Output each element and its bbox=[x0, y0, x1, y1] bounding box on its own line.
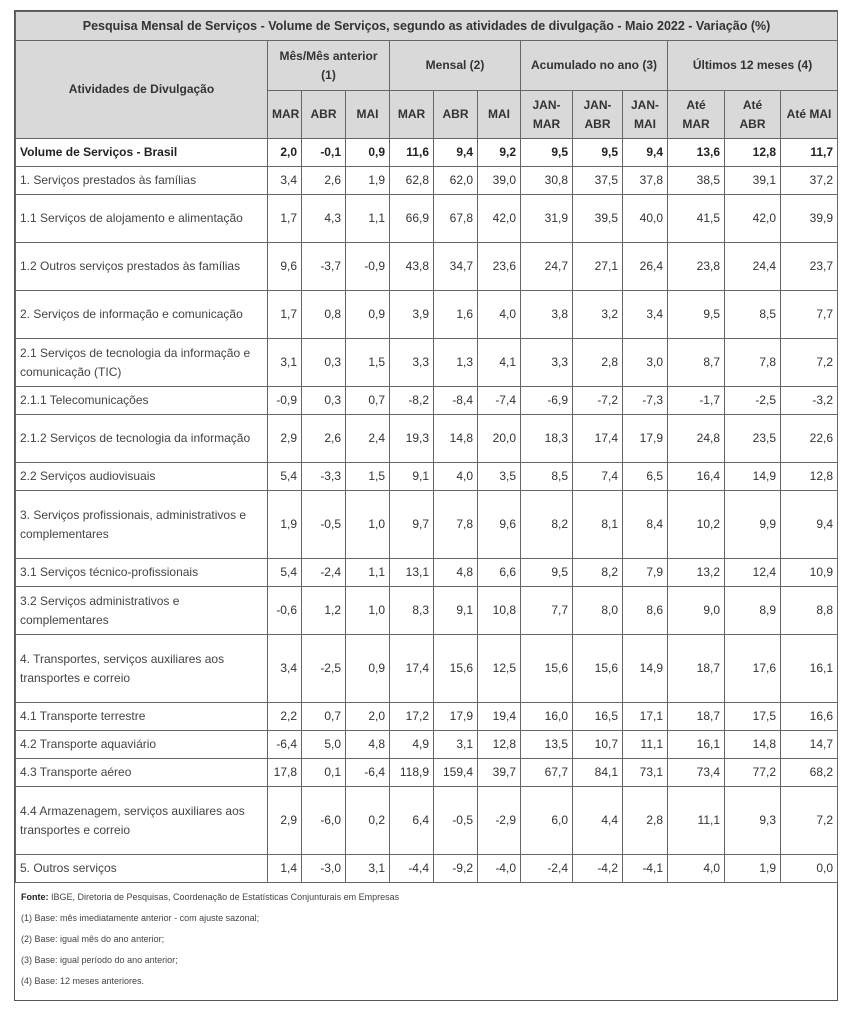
value-cell: 23,5 bbox=[725, 415, 781, 463]
value-cell: 0,7 bbox=[346, 387, 390, 415]
value-cell: 9,2 bbox=[478, 139, 521, 167]
activity-label: 2. Serviços de informação e comunicação bbox=[16, 291, 268, 339]
value-cell: 0,7 bbox=[302, 703, 346, 731]
value-cell: 1,9 bbox=[268, 491, 302, 559]
table-row bbox=[16, 415, 838, 463]
value-cell: 2,9 bbox=[268, 787, 302, 855]
value-cell: 23,8 bbox=[668, 243, 725, 291]
value-cell: -4,1 bbox=[623, 855, 668, 883]
value-cell: 9,1 bbox=[390, 463, 434, 491]
value-cell: 23,7 bbox=[781, 243, 838, 291]
group-header-mensal: Mensal (2) bbox=[390, 41, 521, 91]
value-cell: 13,6 bbox=[668, 139, 725, 167]
value-cell: 7,8 bbox=[725, 339, 781, 387]
value-cell: 118,9 bbox=[390, 759, 434, 787]
table-row bbox=[16, 339, 838, 387]
value-cell: 7,2 bbox=[781, 787, 838, 855]
value-cell: 2,2 bbox=[268, 703, 302, 731]
value-cell: 7,7 bbox=[521, 587, 573, 635]
activity-label: 2.2 Serviços audiovisuais bbox=[16, 463, 268, 491]
table-title: Pesquisa Mensal de Serviços - Volume de Serviços, segundo as atividades de divulgação - Maio 2022 - Variação (%) bbox=[16, 12, 838, 41]
value-cell: -4,2 bbox=[573, 855, 623, 883]
value-cell: 3,9 bbox=[390, 291, 434, 339]
value-cell: 7,9 bbox=[623, 559, 668, 587]
value-cell: -2,5 bbox=[725, 387, 781, 415]
subcolumn-header: MAI bbox=[478, 91, 521, 139]
value-cell: 14,8 bbox=[434, 415, 478, 463]
value-cell: 39,5 bbox=[573, 195, 623, 243]
activity-label: 4.4 Armazenagem, serviços auxiliares aos transportes e correio bbox=[16, 787, 268, 855]
value-cell: 17,4 bbox=[573, 415, 623, 463]
value-cell: 3,4 bbox=[268, 167, 302, 195]
value-cell: 67,8 bbox=[434, 195, 478, 243]
table-row bbox=[16, 387, 838, 415]
value-cell: 9,1 bbox=[434, 587, 478, 635]
value-cell: 4,0 bbox=[478, 291, 521, 339]
activity-header: Atividades de Divulgação bbox=[16, 41, 268, 139]
value-cell: -0,6 bbox=[268, 587, 302, 635]
services-volume-table bbox=[15, 11, 838, 883]
subcolumn-header: JAN-MAI bbox=[623, 91, 668, 139]
value-cell: 9,6 bbox=[268, 243, 302, 291]
table-row bbox=[16, 703, 838, 731]
value-cell: 8,9 bbox=[725, 587, 781, 635]
value-cell: 2,4 bbox=[346, 415, 390, 463]
value-cell: 3,3 bbox=[521, 339, 573, 387]
value-cell: -4,4 bbox=[390, 855, 434, 883]
value-cell: 4,3 bbox=[302, 195, 346, 243]
value-cell: 15,6 bbox=[434, 635, 478, 703]
value-cell: 0,1 bbox=[302, 759, 346, 787]
activity-label: 1.2 Outros serviços prestados às famílias bbox=[16, 243, 268, 291]
value-cell: 12,8 bbox=[725, 139, 781, 167]
group-header-ultimos-12: Últimos 12 meses (4) bbox=[668, 41, 838, 91]
value-cell: 68,2 bbox=[781, 759, 838, 787]
value-cell: -7,2 bbox=[573, 387, 623, 415]
value-cell: 6,5 bbox=[623, 463, 668, 491]
table-row bbox=[16, 291, 838, 339]
footnote: (2) Base: igual mês do ano anterior; bbox=[21, 934, 165, 944]
value-cell: 24,7 bbox=[521, 243, 573, 291]
value-cell: 1,2 bbox=[302, 587, 346, 635]
value-cell: 10,7 bbox=[573, 731, 623, 759]
subcolumn-header: Até ABR bbox=[725, 91, 781, 139]
value-cell: 40,0 bbox=[623, 195, 668, 243]
table-row bbox=[16, 491, 838, 559]
value-cell: 16,0 bbox=[521, 703, 573, 731]
table-row bbox=[16, 195, 838, 243]
value-cell: 1,1 bbox=[346, 559, 390, 587]
source-note: Fonte: IBGE, Diretoria de Pesquisas, Coordenação de Estatísticas Conjunturais em Empresas bbox=[21, 892, 400, 902]
footnote: (1) Base: mês imediatamente anterior - com ajuste sazonal; bbox=[21, 913, 260, 923]
value-cell: -9,2 bbox=[434, 855, 478, 883]
value-cell: 38,5 bbox=[668, 167, 725, 195]
subcolumn-header: ABR bbox=[302, 91, 346, 139]
value-cell: 37,2 bbox=[781, 167, 838, 195]
value-cell: 9,9 bbox=[725, 491, 781, 559]
value-cell: 12,5 bbox=[478, 635, 521, 703]
value-cell: 2,6 bbox=[302, 415, 346, 463]
value-cell: 8,5 bbox=[521, 463, 573, 491]
value-cell: 15,6 bbox=[521, 635, 573, 703]
activity-label: 4.2 Transporte aquaviário bbox=[16, 731, 268, 759]
subcolumn-header: Até MAR bbox=[668, 91, 725, 139]
table-notes bbox=[15, 883, 837, 1000]
value-cell: 2,0 bbox=[268, 139, 302, 167]
value-cell: 14,9 bbox=[623, 635, 668, 703]
value-cell: 9,5 bbox=[521, 139, 573, 167]
value-cell: 9,5 bbox=[521, 559, 573, 587]
value-cell: 8,2 bbox=[521, 491, 573, 559]
value-cell: -0,9 bbox=[268, 387, 302, 415]
activity-label: Volume de Serviços - Brasil bbox=[16, 139, 268, 167]
value-cell: -6,9 bbox=[521, 387, 573, 415]
activity-label: 4.1 Transporte terrestre bbox=[16, 703, 268, 731]
value-cell: 9,5 bbox=[573, 139, 623, 167]
value-cell: 19,4 bbox=[478, 703, 521, 731]
value-cell: 0,2 bbox=[346, 787, 390, 855]
value-cell: 1,9 bbox=[346, 167, 390, 195]
value-cell: 6,0 bbox=[521, 787, 573, 855]
value-cell: 17,2 bbox=[390, 703, 434, 731]
value-cell: 14,8 bbox=[725, 731, 781, 759]
value-cell: 8,1 bbox=[573, 491, 623, 559]
value-cell: 7,4 bbox=[573, 463, 623, 491]
activity-label: 3. Serviços profissionais, administrativos e complementares bbox=[16, 491, 268, 559]
value-cell: 8,2 bbox=[573, 559, 623, 587]
value-cell: 0,9 bbox=[346, 635, 390, 703]
value-cell: -0,9 bbox=[346, 243, 390, 291]
value-cell: 73,1 bbox=[623, 759, 668, 787]
value-cell: 42,0 bbox=[725, 195, 781, 243]
value-cell: 1,5 bbox=[346, 339, 390, 387]
table-row bbox=[16, 787, 838, 855]
value-cell: 3,3 bbox=[390, 339, 434, 387]
value-cell: 10,8 bbox=[478, 587, 521, 635]
value-cell: 159,4 bbox=[434, 759, 478, 787]
value-cell: 11,7 bbox=[781, 139, 838, 167]
value-cell: 4,8 bbox=[346, 731, 390, 759]
value-cell: 8,8 bbox=[781, 587, 838, 635]
value-cell: 18,3 bbox=[521, 415, 573, 463]
value-cell: 2,8 bbox=[573, 339, 623, 387]
value-cell: 1,3 bbox=[434, 339, 478, 387]
value-cell: 9,0 bbox=[668, 587, 725, 635]
value-cell: 62,0 bbox=[434, 167, 478, 195]
value-cell: -8,2 bbox=[390, 387, 434, 415]
value-cell: 8,3 bbox=[390, 587, 434, 635]
subcolumn-header: MAR bbox=[268, 91, 302, 139]
table-row bbox=[16, 463, 838, 491]
value-cell: 3,4 bbox=[623, 291, 668, 339]
value-cell: 3,2 bbox=[573, 291, 623, 339]
value-cell: 3,4 bbox=[268, 635, 302, 703]
value-cell: 12,8 bbox=[781, 463, 838, 491]
value-cell: 17,8 bbox=[268, 759, 302, 787]
value-cell: 6,6 bbox=[478, 559, 521, 587]
activity-label: 4. Transportes, serviços auxiliares aos transportes e correio bbox=[16, 635, 268, 703]
value-cell: 0,3 bbox=[302, 339, 346, 387]
value-cell: 17,1 bbox=[623, 703, 668, 731]
value-cell: 17,6 bbox=[725, 635, 781, 703]
value-cell: -2,9 bbox=[478, 787, 521, 855]
value-cell: 30,8 bbox=[521, 167, 573, 195]
value-cell: 8,5 bbox=[725, 291, 781, 339]
value-cell: -2,5 bbox=[302, 635, 346, 703]
value-cell: 73,4 bbox=[668, 759, 725, 787]
value-cell: 16,4 bbox=[668, 463, 725, 491]
value-cell: 1,7 bbox=[268, 291, 302, 339]
value-cell: 9,4 bbox=[781, 491, 838, 559]
value-cell: 9,3 bbox=[725, 787, 781, 855]
value-cell: 67,7 bbox=[521, 759, 573, 787]
footnote: (3) Base: igual período do ano anterior; bbox=[21, 955, 178, 965]
value-cell: 1,1 bbox=[346, 195, 390, 243]
value-cell: 1,7 bbox=[268, 195, 302, 243]
value-cell: 5,4 bbox=[268, 463, 302, 491]
subcolumn-header: JAN-ABR bbox=[573, 91, 623, 139]
value-cell: 66,9 bbox=[390, 195, 434, 243]
activity-label: 5. Outros serviços bbox=[16, 855, 268, 883]
value-cell: 4,8 bbox=[434, 559, 478, 587]
value-cell: 0,0 bbox=[781, 855, 838, 883]
value-cell: 1,0 bbox=[346, 587, 390, 635]
value-cell: 10,2 bbox=[668, 491, 725, 559]
value-cell: 8,6 bbox=[623, 587, 668, 635]
value-cell: 0,3 bbox=[302, 387, 346, 415]
value-cell: 3,0 bbox=[623, 339, 668, 387]
value-cell: 11,6 bbox=[390, 139, 434, 167]
value-cell: -2,4 bbox=[521, 855, 573, 883]
value-cell: 6,4 bbox=[390, 787, 434, 855]
subcolumn-header: MAR bbox=[390, 91, 434, 139]
activity-label: 2.1.2 Serviços de tecnologia da informação bbox=[16, 415, 268, 463]
value-cell: 24,8 bbox=[668, 415, 725, 463]
value-cell: 8,0 bbox=[573, 587, 623, 635]
value-cell: 7,2 bbox=[781, 339, 838, 387]
subcolumn-header: Até MAI bbox=[781, 91, 838, 139]
subcolumn-header: MAI bbox=[346, 91, 390, 139]
value-cell: 17,4 bbox=[390, 635, 434, 703]
group-header-mes-mes: Mês/Mês anterior (1) bbox=[268, 41, 390, 91]
footnote: (4) Base: 12 meses anteriores. bbox=[21, 976, 145, 986]
activity-label: 2.1.1 Telecomunicações bbox=[16, 387, 268, 415]
value-cell: 13,1 bbox=[390, 559, 434, 587]
value-cell: 9,4 bbox=[434, 139, 478, 167]
value-cell: 4,4 bbox=[573, 787, 623, 855]
value-cell: 7,7 bbox=[781, 291, 838, 339]
value-cell: -0,5 bbox=[434, 787, 478, 855]
value-cell: 12,4 bbox=[725, 559, 781, 587]
value-cell: 39,9 bbox=[781, 195, 838, 243]
value-cell: 13,5 bbox=[521, 731, 573, 759]
value-cell: 41,5 bbox=[668, 195, 725, 243]
value-cell: 3,1 bbox=[346, 855, 390, 883]
value-cell: 0,8 bbox=[302, 291, 346, 339]
value-cell: 39,0 bbox=[478, 167, 521, 195]
subcolumn-header: JAN-MAR bbox=[521, 91, 573, 139]
table-row bbox=[16, 731, 838, 759]
value-cell: 16,1 bbox=[781, 635, 838, 703]
value-cell: -6,4 bbox=[346, 759, 390, 787]
value-cell: 4,0 bbox=[668, 855, 725, 883]
value-cell: -0,1 bbox=[302, 139, 346, 167]
value-cell: -6,4 bbox=[268, 731, 302, 759]
value-cell: -0,5 bbox=[302, 491, 346, 559]
value-cell: 8,7 bbox=[668, 339, 725, 387]
value-cell: -3,0 bbox=[302, 855, 346, 883]
value-cell: -3,3 bbox=[302, 463, 346, 491]
value-cell: 26,4 bbox=[623, 243, 668, 291]
value-cell: 0,9 bbox=[346, 139, 390, 167]
value-cell: 2,9 bbox=[268, 415, 302, 463]
value-cell: 42,0 bbox=[478, 195, 521, 243]
table-row bbox=[16, 855, 838, 883]
value-cell: 24,4 bbox=[725, 243, 781, 291]
table-row bbox=[16, 243, 838, 291]
value-cell: 39,7 bbox=[478, 759, 521, 787]
value-cell: 3,8 bbox=[521, 291, 573, 339]
value-cell: 2,0 bbox=[346, 703, 390, 731]
value-cell: 12,8 bbox=[478, 731, 521, 759]
value-cell: 9,5 bbox=[668, 291, 725, 339]
group-header-acumulado: Acumulado no ano (3) bbox=[521, 41, 668, 91]
value-cell: 31,9 bbox=[521, 195, 573, 243]
value-cell: -8,4 bbox=[434, 387, 478, 415]
table-row bbox=[16, 759, 838, 787]
activity-label: 1.1 Serviços de alojamento e alimentação bbox=[16, 195, 268, 243]
value-cell: 19,3 bbox=[390, 415, 434, 463]
value-cell: 17,5 bbox=[725, 703, 781, 731]
value-cell: 1,4 bbox=[268, 855, 302, 883]
value-cell: 8,4 bbox=[623, 491, 668, 559]
value-cell: -3,7 bbox=[302, 243, 346, 291]
value-cell: 17,9 bbox=[434, 703, 478, 731]
table-row bbox=[16, 587, 838, 635]
value-cell: -1,7 bbox=[668, 387, 725, 415]
value-cell: 11,1 bbox=[668, 787, 725, 855]
data-table-container bbox=[14, 10, 838, 1001]
value-cell: 22,6 bbox=[781, 415, 838, 463]
value-cell: 37,5 bbox=[573, 167, 623, 195]
value-cell: 39,1 bbox=[725, 167, 781, 195]
table-row bbox=[16, 139, 838, 167]
value-cell: 16,1 bbox=[668, 731, 725, 759]
value-cell: 15,6 bbox=[573, 635, 623, 703]
value-cell: 43,8 bbox=[390, 243, 434, 291]
value-cell: -7,3 bbox=[623, 387, 668, 415]
value-cell: 11,1 bbox=[623, 731, 668, 759]
value-cell: 84,1 bbox=[573, 759, 623, 787]
value-cell: 13,2 bbox=[668, 559, 725, 587]
value-cell: -7,4 bbox=[478, 387, 521, 415]
value-cell: 14,9 bbox=[725, 463, 781, 491]
value-cell: 3,1 bbox=[434, 731, 478, 759]
value-cell: 5,0 bbox=[302, 731, 346, 759]
value-cell: 62,8 bbox=[390, 167, 434, 195]
value-cell: 16,6 bbox=[781, 703, 838, 731]
value-cell: 2,6 bbox=[302, 167, 346, 195]
subcolumn-header: ABR bbox=[434, 91, 478, 139]
activity-label: 3.1 Serviços técnico-profissionais bbox=[16, 559, 268, 587]
value-cell: 3,5 bbox=[478, 463, 521, 491]
value-cell: 34,7 bbox=[434, 243, 478, 291]
value-cell: -3,2 bbox=[781, 387, 838, 415]
value-cell: -2,4 bbox=[302, 559, 346, 587]
value-cell: 14,7 bbox=[781, 731, 838, 759]
activity-label: 4.3 Transporte aéreo bbox=[16, 759, 268, 787]
value-cell: 1,9 bbox=[725, 855, 781, 883]
value-cell: 20,0 bbox=[478, 415, 521, 463]
value-cell: 37,8 bbox=[623, 167, 668, 195]
value-cell: 77,2 bbox=[725, 759, 781, 787]
value-cell: 27,1 bbox=[573, 243, 623, 291]
value-cell: 0,9 bbox=[346, 291, 390, 339]
activity-label: 2.1 Serviços de tecnologia da informação e comunicação (TIC) bbox=[16, 339, 268, 387]
value-cell: 4,0 bbox=[434, 463, 478, 491]
value-cell: 1,6 bbox=[434, 291, 478, 339]
value-cell: 9,6 bbox=[478, 491, 521, 559]
value-cell: 9,7 bbox=[390, 491, 434, 559]
value-cell: 10,9 bbox=[781, 559, 838, 587]
table-row bbox=[16, 559, 838, 587]
value-cell: 4,9 bbox=[390, 731, 434, 759]
value-cell: 4,1 bbox=[478, 339, 521, 387]
value-cell: 16,5 bbox=[573, 703, 623, 731]
value-cell: 1,0 bbox=[346, 491, 390, 559]
table-row bbox=[16, 167, 838, 195]
value-cell: 9,4 bbox=[623, 139, 668, 167]
value-cell: -6,0 bbox=[302, 787, 346, 855]
activity-label: 1. Serviços prestados às famílias bbox=[16, 167, 268, 195]
value-cell: 5,4 bbox=[268, 559, 302, 587]
value-cell: 23,6 bbox=[478, 243, 521, 291]
activity-label: 3.2 Serviços administrativos e complementares bbox=[16, 587, 268, 635]
value-cell: -4,0 bbox=[478, 855, 521, 883]
value-cell: 18,7 bbox=[668, 703, 725, 731]
value-cell: 18,7 bbox=[668, 635, 725, 703]
value-cell: 7,8 bbox=[434, 491, 478, 559]
value-cell: 3,1 bbox=[268, 339, 302, 387]
value-cell: 1,5 bbox=[346, 463, 390, 491]
value-cell: 17,9 bbox=[623, 415, 668, 463]
table-row bbox=[16, 635, 838, 703]
value-cell: 2,8 bbox=[623, 787, 668, 855]
